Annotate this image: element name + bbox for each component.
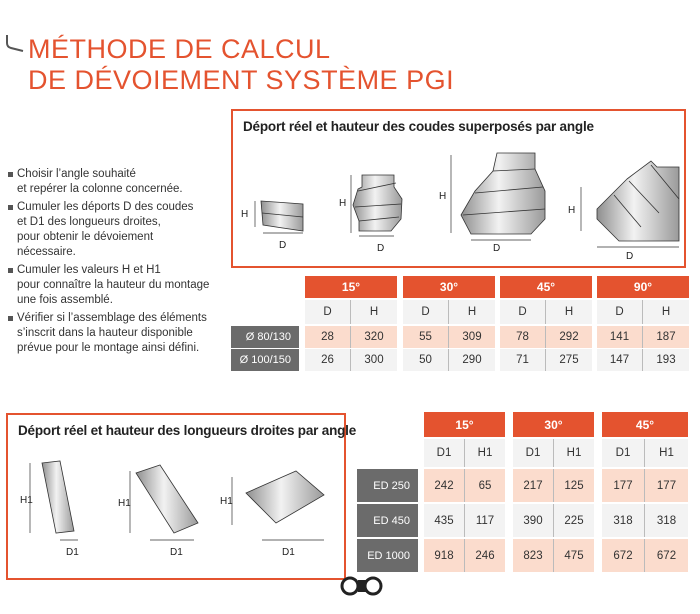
- elbow-90-diagram: [568, 161, 679, 262]
- elbows-box-title: Déport réel et hauteur des coudes superposés par angle: [243, 119, 594, 134]
- table-cell: 320: [351, 326, 397, 348]
- instruction-item: Choisir l’angle souhaité et repérer la colonne concernée.: [7, 167, 232, 197]
- table-cell: 225: [554, 504, 594, 537]
- table-cell: 177: [602, 469, 645, 502]
- table-cell: 28: [305, 326, 351, 348]
- title-line-1: MÉTHODE DE CALCUL: [28, 34, 331, 64]
- elbow-90-h-label: H: [568, 205, 576, 216]
- straight-diagrams: [6, 413, 346, 580]
- instructions-list: [7, 167, 232, 359]
- table-cell: 117: [465, 504, 505, 537]
- corner-bracket-icon: [6, 34, 26, 54]
- table-cell: 65: [465, 469, 505, 502]
- table-header-angle: 30°: [513, 412, 594, 437]
- table-cell: 290: [449, 349, 495, 371]
- title-line-2: DE DÉVOIEMENT SYSTÈME PGI: [28, 65, 455, 95]
- table-cell: 55: [403, 326, 449, 348]
- straights-box-title: Déport réel et hauteur des longueurs droites par angle: [18, 423, 357, 438]
- row-label: Ø 100/150: [231, 349, 299, 371]
- table-header-angle: 90°: [597, 276, 689, 298]
- table-cell: 125: [554, 469, 594, 502]
- sub-header: H1: [465, 439, 505, 467]
- table-cell: 217: [513, 469, 554, 502]
- sub-header: H: [351, 300, 397, 324]
- table-cell: 672: [602, 539, 645, 572]
- table-cell: 672: [645, 539, 688, 572]
- elbow-45-diagram: [439, 153, 545, 254]
- straight-30-diagram: [118, 465, 198, 558]
- table-header-angle: 15°: [305, 276, 397, 298]
- elbow-30-h-label: H: [339, 198, 347, 209]
- table-cell: 390: [513, 504, 554, 537]
- row-label: Ø 80/130: [231, 326, 299, 348]
- sub-header: D: [597, 300, 643, 324]
- elbow-30-diagram: [339, 175, 402, 254]
- table-cell: 318: [645, 504, 688, 537]
- table-header-angle: 30°: [403, 276, 495, 298]
- sub-header: H: [643, 300, 689, 324]
- straight-45-diagram: [220, 471, 324, 558]
- straight-15-diagram: [20, 461, 79, 558]
- table-cell: 309: [449, 326, 495, 348]
- table-cell: 292: [546, 326, 592, 348]
- elbow-diagrams: [231, 109, 686, 268]
- pipe-logo-icon: [340, 574, 386, 614]
- table-cell: 242: [424, 469, 465, 502]
- row-label: ED 450: [357, 504, 418, 537]
- elbow-90-d-label: D: [626, 251, 634, 262]
- sub-header: H: [546, 300, 592, 324]
- table-cell: 147: [597, 349, 643, 371]
- straight-15-d-label: D1: [66, 547, 79, 558]
- table-cell: 300: [351, 349, 397, 371]
- sub-header: D: [305, 300, 351, 324]
- table-cell: 141: [597, 326, 643, 348]
- instruction-item: Vérifier si l’assemblage des éléments s’inscrit dans la hauteur disponible prévue pour le montage ainsi défini.: [7, 311, 232, 356]
- table-cell: 275: [546, 349, 592, 371]
- sub-header: D: [500, 300, 546, 324]
- table-cell: 193: [643, 349, 689, 371]
- sub-header: H1: [645, 439, 688, 467]
- table-cell: 26: [305, 349, 351, 371]
- table-cell: 918: [424, 539, 465, 572]
- table-cell: 823: [513, 539, 554, 572]
- instruction-item: Cumuler les valeurs H et H1 pour connaître la hauteur du montage une fois assemblé.: [7, 263, 232, 308]
- straight-45-d-label: D1: [282, 547, 295, 558]
- sub-header: D1: [513, 439, 554, 467]
- table-cell: 50: [403, 349, 449, 371]
- sub-header: H1: [554, 439, 594, 467]
- straight-30-h-label: H1: [118, 498, 131, 509]
- elbow-15-h-label: H: [241, 209, 249, 220]
- table-cell: 318: [602, 504, 645, 537]
- sub-header: D1: [602, 439, 645, 467]
- elbow-45-d-label: D: [493, 243, 501, 254]
- table-cell: 246: [465, 539, 505, 572]
- table-cell: 78: [500, 326, 546, 348]
- table-cell: 475: [554, 539, 594, 572]
- page-title: [28, 34, 454, 96]
- elbow-30-d-label: D: [377, 243, 385, 254]
- table-cell: 71: [500, 349, 546, 371]
- table-cell: 187: [643, 326, 689, 348]
- elbow-45-h-label: H: [439, 191, 447, 202]
- straight-45-h-label: H1: [220, 496, 233, 507]
- table-header-angle: 15°: [424, 412, 505, 437]
- straight-15-h-label: H1: [20, 495, 33, 506]
- table-cell: 177: [645, 469, 688, 502]
- sub-header: D: [403, 300, 449, 324]
- row-label: ED 1000: [357, 539, 418, 572]
- sub-header: D1: [424, 439, 465, 467]
- table-header-angle: 45°: [500, 276, 592, 298]
- straight-30-d-label: D1: [170, 547, 183, 558]
- elbow-15-diagram: [241, 201, 303, 251]
- table-header-angle: 45°: [602, 412, 688, 437]
- instruction-item: Cumuler les déports D des coudes et D1 des longueurs droites, pour obtenir le dévoiement nécessaire.: [7, 200, 232, 260]
- elbow-15-d-label: D: [279, 240, 287, 251]
- table-cell: 435: [424, 504, 465, 537]
- row-label: ED 250: [357, 469, 418, 502]
- sub-header: H: [449, 300, 495, 324]
